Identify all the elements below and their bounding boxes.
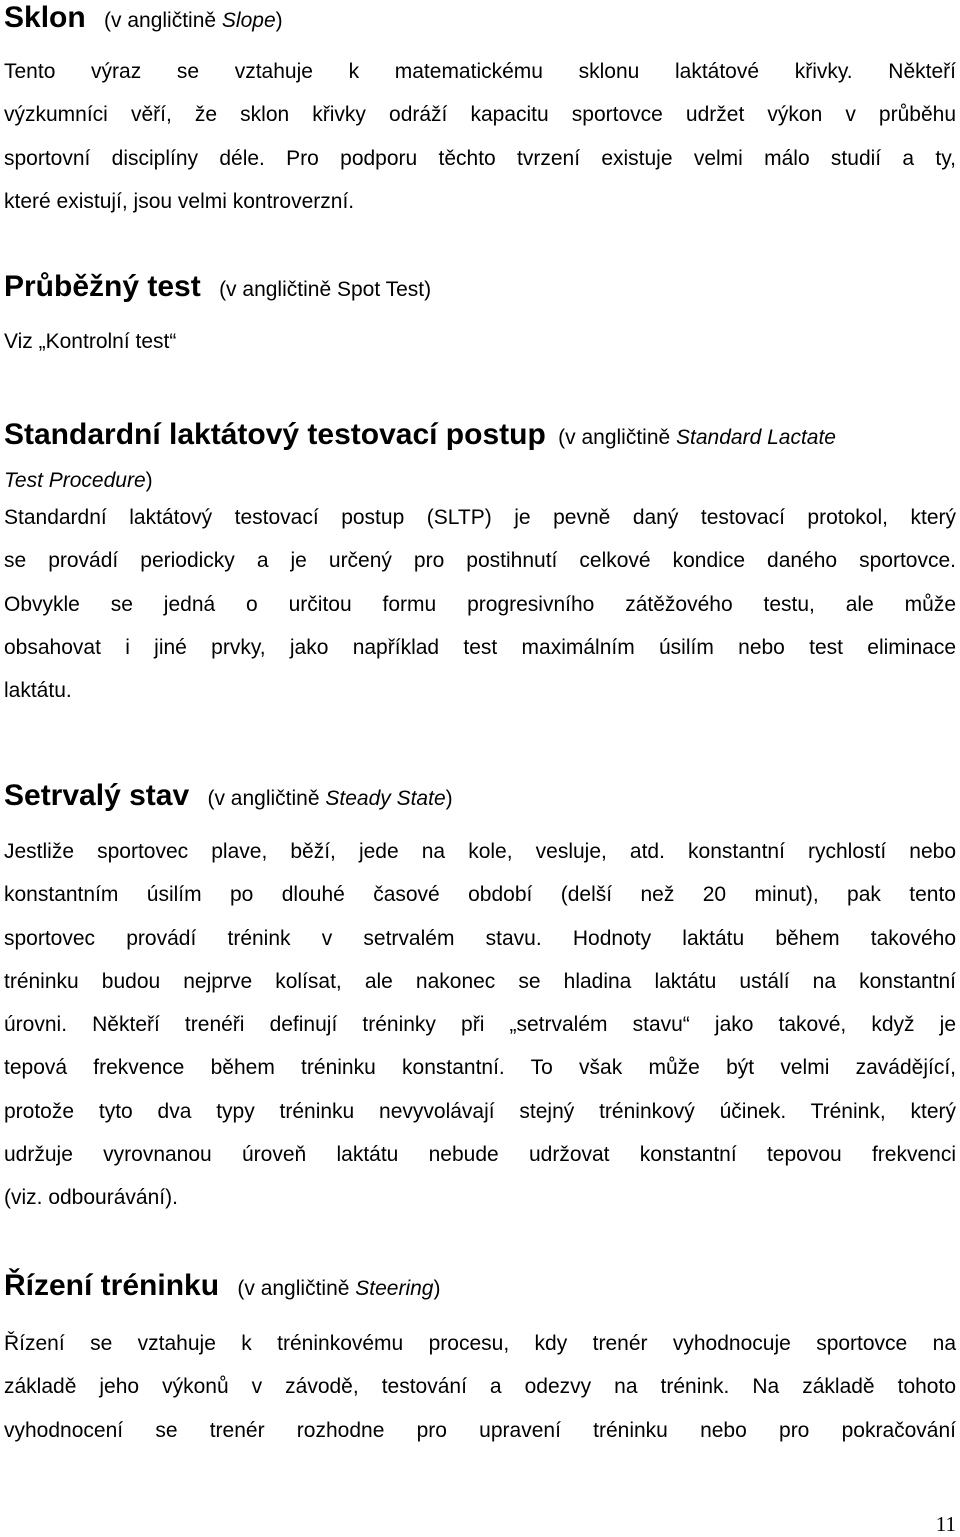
english-term: Test Procedure (4, 469, 146, 492)
section-body (4, 320, 956, 363)
text-line: výzkumníci věří, že sklon křivky odráží kapacitu sportovce udržet výkon v průběhu (4, 103, 956, 127)
text-line: (viz. odbourávání). (4, 1186, 178, 1210)
heading-english: (v angličtině Steady State) (207, 787, 453, 810)
section-sklon (4, 0, 956, 223)
heading-term: Standardní laktátový testovací postup (4, 418, 546, 451)
heading-term: Setrvalý stav (4, 779, 190, 812)
text-line: sportovec provádí trénink v setrvalém stavu. Hodnoty laktátu během takového (4, 926, 956, 950)
text-line: úrovni. Někteří trenéři definují tréninky při „setrvalém stavu“ jako takové, když je (4, 1013, 956, 1037)
heading-term: Řízení tréninku (4, 1269, 220, 1302)
text-line: protože tyto dva typy tréninku nevyvolávají stejný tréninkový účinek. Trénink, který (4, 1099, 956, 1123)
heading-english: (v angličtině Steering) (237, 1277, 441, 1300)
text-line: laktátu. (4, 679, 72, 703)
english-term: Steady State (325, 787, 446, 810)
text-line: které existují, jsou velmi kontroverzní. (4, 189, 355, 213)
section-standardni-postup (4, 420, 956, 712)
heading-term: Sklon (4, 1, 86, 34)
text-line: Jestliže sportovec plave, běží, jede na kole, vesluje, atd. konstantní rychlostí nebo (4, 840, 956, 863)
section-heading (4, 272, 956, 308)
heading-english: (v angličtině Spot Test) (219, 278, 432, 301)
page-number: 11 (935, 1512, 956, 1536)
section-body (4, 50, 956, 223)
heading-english: (v angličtině Standard Lactate (558, 426, 836, 449)
text-line: Řízení se vztahuje k tréninkovému procesu, kdy trenér vyhodnocuje sportovce na (4, 1332, 956, 1355)
text-line: udržuje vyrovnanou úroveň laktátu nebude udržovat konstantní tepovou frekvenci (4, 1143, 956, 1167)
section-heading (4, 420, 956, 456)
english-term: Steering (355, 1277, 434, 1300)
section-rizeni-treninku (4, 1271, 956, 1452)
section-prubezny-test (4, 272, 956, 363)
section-setrvaly-stav (4, 781, 956, 1220)
section-heading (4, 0, 956, 39)
section-heading (4, 781, 956, 817)
section-body (4, 830, 956, 1220)
heading-english: (v angličtině Slope) (104, 9, 283, 32)
section-heading (4, 1271, 956, 1307)
text-line: Viz „Kontrolní test“ (4, 330, 177, 353)
text-line: Tento výraz se vztahuje k matematickému sklonu laktátové křivky. Někteří (4, 60, 956, 83)
section-body (4, 496, 956, 712)
text-line: obsahovat i jiné prvky, jako například test maximálním úsilím nebo test eliminace (4, 635, 956, 659)
english-term: Slope (221, 9, 276, 32)
text-line: Obvykle se jedná o určitou formu progresivního zátěžového testu, ale může (4, 592, 956, 616)
text-line: základě jeho výkonů v závodě, testování a odezvy na trénink. Na základě tohoto (4, 1375, 956, 1399)
heading-term: Průběžný test (4, 270, 201, 303)
heading-english-continued: Test Procedure) (4, 469, 153, 492)
section-body (4, 1322, 956, 1452)
text-line: tepová frekvence během tréninku konstantní. To však může být velmi zavádějící, (4, 1056, 956, 1080)
text-line: sportovní disciplíny déle. Pro podporu těchto tvrzení existuje velmi málo studií a ty, (4, 146, 956, 170)
text-line: konstantním úsilím po dlouhé časové období (delší než 20 minut), pak tento (4, 883, 956, 907)
text-line: tréninku budou nejprve kolísat, ale nakonec se hladina laktátu ustálí na konstantní (4, 969, 956, 993)
text-line: vyhodnocení se trenér rozhodne pro upravení tréninku nebo pro pokračování (4, 1418, 956, 1442)
text-line: Standardní laktátový testovací postup (SLTP) je pevně daný testovací protokol, který (4, 506, 956, 529)
english-term: Standard Lactate (676, 426, 836, 449)
text-line: se provádí periodicky a je určený pro postihnutí celkové kondice daného sportovce. (4, 549, 956, 573)
